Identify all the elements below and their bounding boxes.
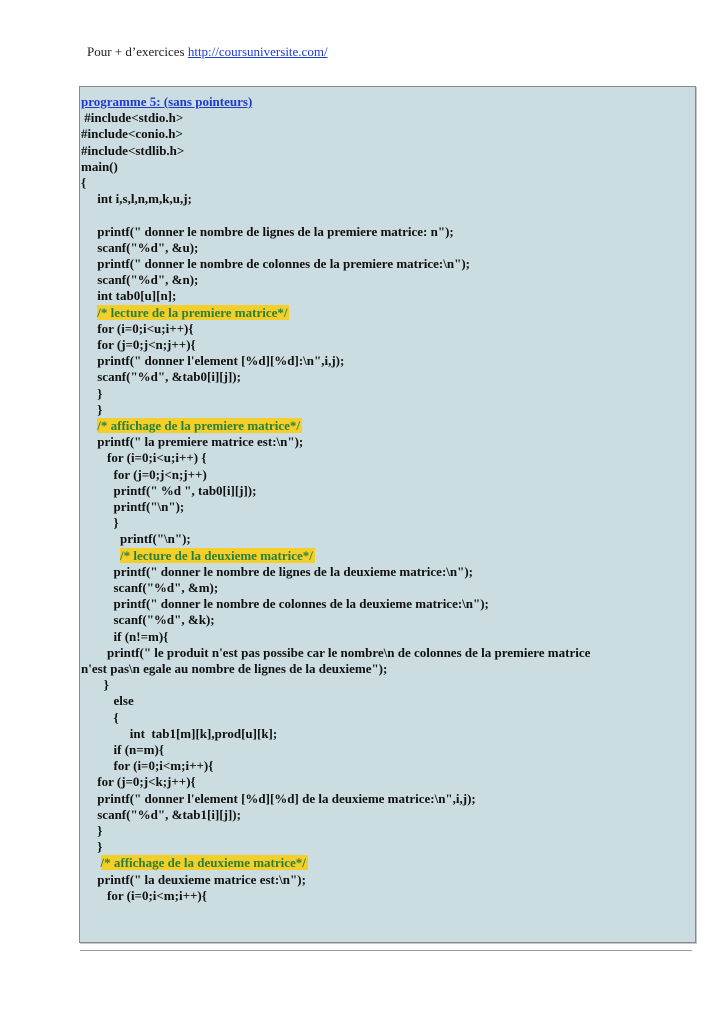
code-line: } [81, 677, 109, 693]
code-line: int tab1[m][k],prod[u][k]; [81, 725, 278, 741]
code-line: printf("\n"); [81, 499, 185, 514]
code-line: #include<stdio.h> [81, 110, 184, 126]
code-line: printf(" donner l'element [%d][%d] de la deuxieme matrice:\n",i,j); [81, 790, 476, 806]
code-line: #include<conio.h> [81, 126, 183, 142]
code-comment [81, 305, 289, 321]
code-line: printf(" le produit n'est pas possibe car le nombre\n de colonnes de la premiere matrice [81, 644, 591, 660]
code-line: } [81, 823, 103, 838]
code-line: else [81, 693, 134, 709]
code-line: for (j=0;j<k;j++){ [81, 774, 196, 790]
code-line: for (j=0;j<n;j++){ [81, 337, 196, 352]
comment-highlight: /* affichage de la deuxieme matrice*/ [100, 855, 306, 871]
code-line: printf(" la deuxieme matrice est:\n"); [81, 871, 306, 887]
code-line: printf(" donner l'element [%d][%d]:\n",i,j); [81, 353, 345, 369]
code-line: { [81, 175, 87, 190]
code-line: int tab0[u][n]; [81, 288, 177, 304]
code-line: for (i=0;i<u;i++){ [81, 320, 194, 336]
code-line: printf(" la premiere matrice est:\n"); [81, 434, 304, 450]
code-line: } [81, 515, 119, 531]
code-line: for (i=0;i<m;i++){ [81, 758, 214, 774]
code-line: int i,s,l,n,m,k,u,j; [81, 191, 192, 207]
comment-highlight: /* lecture de la premiere matrice*/ [97, 304, 288, 320]
code-line: scanf("%d", &tab0[i][j]); [81, 369, 241, 385]
code-comment [81, 418, 302, 434]
code-line: main() [81, 158, 118, 174]
code-line: printf(" donner le nombre de lignes de la deuxieme matrice:\n"); [81, 563, 473, 579]
code-line: { [81, 709, 119, 725]
comment-highlight: /* affichage de la premiere matrice*/ [97, 418, 301, 433]
code-line: printf(" donner le nombre de colonnes de la deuxieme matrice:\n"); [81, 596, 489, 612]
code-line: scanf("%d", &n); [81, 272, 199, 288]
header-prefix: Pour + d’exercices [87, 44, 188, 59]
website-link[interactable]: http://coursuniversite.com/ [187, 44, 328, 59]
code-line: } [81, 385, 103, 401]
code-line: printf(" %d ", tab0[i][j]); [81, 482, 257, 498]
comment-highlight: /* lecture de la deuxieme matrice*/ [120, 547, 313, 563]
code-line: scanf("%d", &k); [81, 612, 215, 628]
page-header [87, 44, 328, 60]
code-line: printf(" donner le nombre de colonnes de la premiere matrice:\n"); [81, 256, 470, 271]
code-line: for (i=0;i<u;i++) { [81, 450, 207, 466]
code-line: printf(" donner le nombre de lignes de la premiere matrice: n"); [81, 223, 454, 239]
code-line: for (i=0;i<m;i++){ [81, 887, 207, 903]
code-line: n'est pas\n egale au nombre de lignes de la deuxieme"); [81, 661, 388, 676]
code-line: } [81, 401, 103, 417]
code-line: scanf("%d", &m); [81, 580, 219, 595]
code-line: #include<stdlib.h> [81, 142, 185, 158]
code-line: scanf("%d", &tab1[i][j]); [81, 806, 241, 822]
code-line: scanf("%d", &u); [81, 239, 199, 255]
code-line: for (j=0;j<n;j++) [81, 466, 207, 482]
page-bottom-rule [80, 950, 692, 951]
code-line: } [81, 839, 103, 855]
code-comment [81, 548, 315, 564]
code-line: if (n=m){ [81, 742, 164, 757]
code-comment [81, 855, 308, 871]
code-line: if (n!=m){ [81, 628, 169, 644]
code-line: printf("\n"); [81, 531, 191, 547]
code-title: programme 5: (sans pointeurs) [81, 94, 253, 109]
